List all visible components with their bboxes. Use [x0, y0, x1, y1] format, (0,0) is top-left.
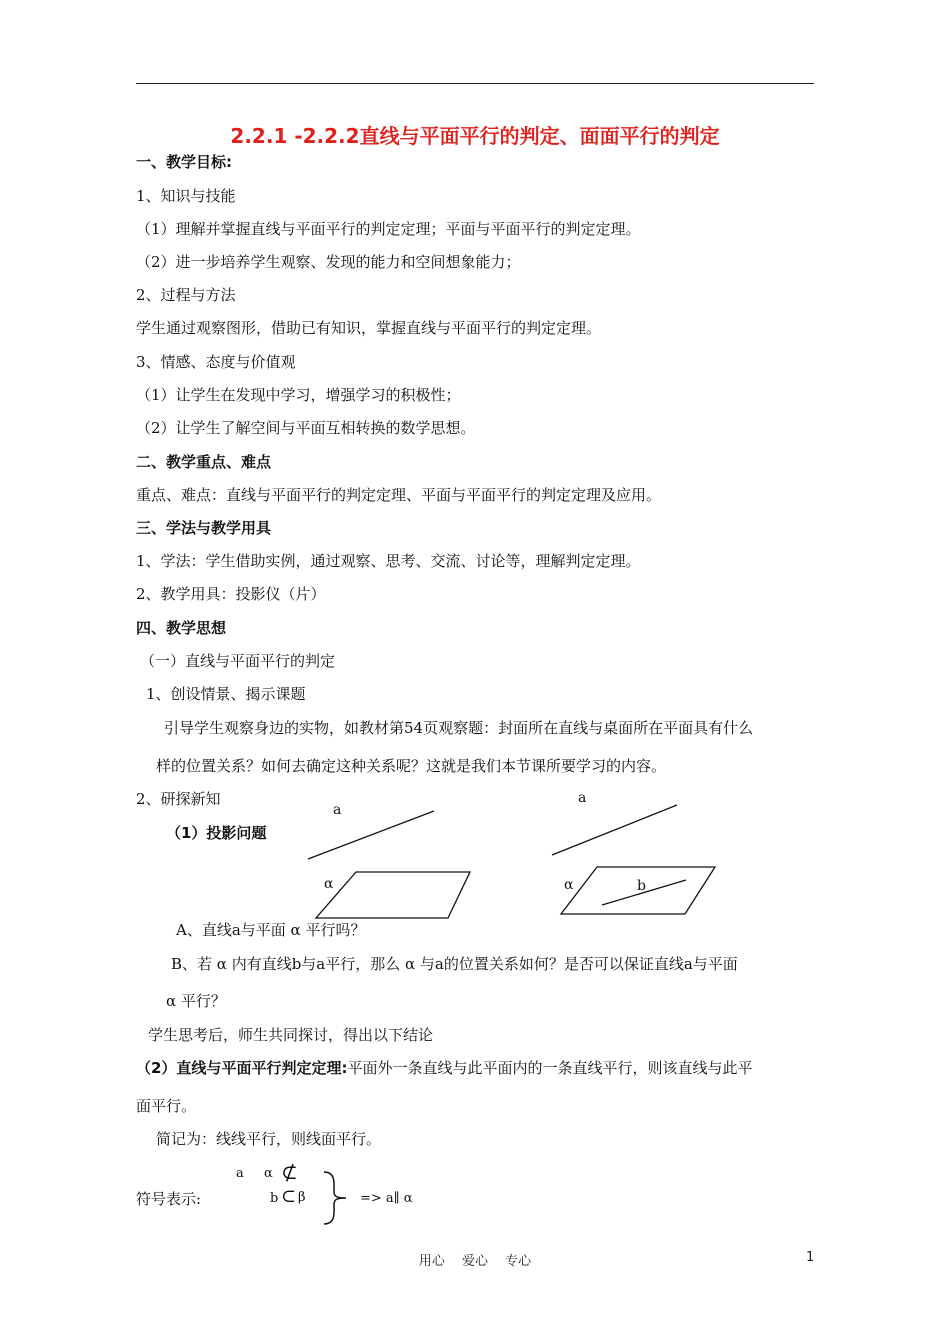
- line-b-label: b: [637, 878, 646, 894]
- question-b-line2: α 平行？: [166, 992, 226, 1010]
- line-a: [552, 805, 677, 855]
- key-points-text: 重点、难点：直线与平面平行的判定定理、平面与平面平行的判定定理及应用。: [136, 486, 662, 504]
- question-b-line1: B、若 α 内有直线b与a平行，那么 α 与a的位置关系如何？是否可以保证直线a与平面: [171, 955, 738, 973]
- plane-alpha: [316, 872, 470, 918]
- symbol-b: b: [270, 1191, 279, 1206]
- header-rule: [136, 83, 814, 84]
- objective-2a: 学生通过观察图形，借助已有知识，掌握直线与平面平行的判定定理。: [136, 319, 602, 337]
- subsection-attitude: 3、情感、态度与价值观: [136, 353, 296, 371]
- step-1-heading: 1、创设情景、揭示课题: [146, 685, 306, 703]
- subsection-process: 2、过程与方法: [136, 286, 236, 304]
- section-3-heading: 三、学法与教学用具: [136, 519, 272, 537]
- line-a: [308, 811, 434, 859]
- objective-1a: （1）理解并掌握直线与平面平行的判定定理；平面与平面平行的判定定理。: [136, 220, 641, 238]
- subset-symbol: ⊂: [281, 1186, 297, 1207]
- symbol-beta: β: [298, 1190, 306, 1205]
- step-1-text-line1: 引导学生观察身边的实物，如教材第54页观察题：封面所在直线与桌面所在平面具有什么: [164, 719, 754, 737]
- section-2-heading: 二、教学重点、难点: [136, 453, 272, 471]
- symbol-a: a: [236, 1166, 244, 1181]
- plane-alpha-label: α: [564, 877, 574, 893]
- symbol-result: => a∥ α: [360, 1191, 413, 1206]
- theorem-line2: 面平行。: [136, 1097, 197, 1115]
- subsection-line-plane: （一）直线与平面平行的判定: [140, 652, 336, 670]
- figure-line-and-plane: [300, 795, 480, 925]
- figure-line-plane-with-inner-line: [545, 785, 725, 920]
- subsection-knowledge: 1、知识与技能: [136, 187, 236, 205]
- right-brace-icon: [322, 1170, 352, 1226]
- theorem-line1: [136, 1058, 752, 1078]
- objective-3b: （2）让学生了解空间与平面互相转换的数学思想。: [136, 419, 476, 437]
- symbol-alpha: α: [264, 1166, 273, 1181]
- learning-method: 1、学法：学生借助实例，通过观察、思考、交流、讨论等，理解判定定理。: [136, 552, 641, 570]
- section-4-heading: 四、教学思想: [136, 619, 227, 637]
- line-a-label: a: [578, 790, 587, 806]
- objective-3a: （1）让学生在发现中学习，增强学习的积极性；: [136, 386, 461, 404]
- symbol-label: 符号表示:: [136, 1190, 202, 1208]
- projection-question-label: （1）投影问题: [166, 824, 267, 842]
- discussion-text: 学生思考后，师生共同探讨，得出以下结论: [148, 1026, 434, 1044]
- teaching-tools: 2、教学用具：投影仪（片）: [136, 585, 326, 603]
- page-number: 1: [806, 1250, 815, 1265]
- line-a-label: a: [333, 802, 342, 818]
- short-statement: 简记为：线线平行，则线面平行。: [156, 1130, 382, 1148]
- plane-alpha-label: α: [324, 876, 334, 892]
- section-1-heading: 一、教学目标:: [136, 153, 232, 171]
- page-footer: 用心 爱心 专心: [418, 1254, 532, 1269]
- page-title: 2.2.1 -2.2.2直线与平面平行的判定、面面平行的判定: [230, 124, 720, 148]
- step-2-heading: 2、研探新知: [136, 790, 221, 808]
- question-a: A、直线a与平面 α 平行吗？: [176, 921, 366, 939]
- not-subset-symbol: ⊄: [281, 1160, 298, 1184]
- objective-1b: （2）进一步培养学生观察、发现的能力和空间想象能力；: [136, 253, 521, 271]
- step-1-text-line2: 样的位置关系？如何去确定这种关系呢？这就是我们本节课所要学习的内容。: [156, 757, 667, 775]
- theorem-label: （2）直线与平面平行判定定理:: [136, 1059, 348, 1077]
- theorem-statement: 平面外一条直线与此平面内的一条直线平行，则该直线与此平: [347, 1059, 753, 1077]
